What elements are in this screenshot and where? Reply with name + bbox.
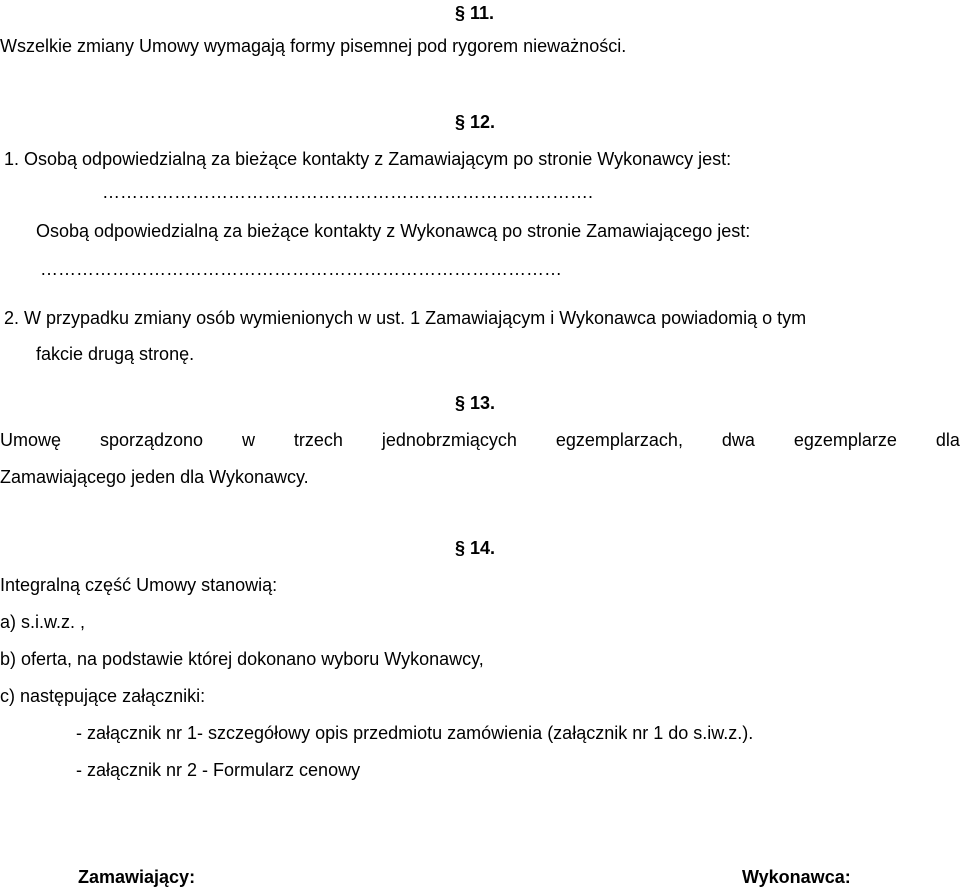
section-13-word: trzech (293, 430, 343, 450)
section-13-word: jednobrzmiących (381, 430, 517, 450)
section-14-item-c: c) następujące załączniki: (0, 686, 206, 706)
section-13-word: egzemplarze (793, 430, 897, 450)
attachment-1: - załącznik nr 1- szczegółowy opis przedmiotu zamówienia (załącznik nr 1 do s.iw.z.). (76, 723, 754, 743)
section-12-heading: § 12. (455, 112, 496, 132)
section-13-word: dwa (721, 430, 755, 450)
section-14-heading: § 14. (455, 538, 496, 558)
section-13-word: sporządzono (99, 430, 204, 450)
signature-wykonawca: Wykonawca: (742, 867, 851, 887)
section-13-word: egzemplarzach, (555, 430, 683, 450)
section-13-word: Umowę (0, 430, 62, 450)
section-13-line-2: Zamawiającego jeden dla Wykonawcy. (0, 467, 309, 487)
section-12-item-2-line-1: 2. W przypadku zmiany osób wymienionych w ust. 1 Zamawiającym i Wykonawca powiadomią o tym (4, 308, 807, 328)
section-14-item-b: b) oferta, na podstawie której dokonano wyboru Wykonawcy, (0, 649, 484, 669)
section-14-item-a: a) s.i.w.z. , (0, 612, 86, 632)
section-13-heading: § 13. (455, 393, 496, 413)
section-13-line-1 (0, 431, 960, 449)
section-12-item-2-line-2: fakcie drugą stronę. (36, 344, 195, 364)
section-14-intro: Integralną część Umowy stanowią: (0, 575, 278, 595)
signature-zamawiajacy: Zamawiający: (78, 867, 196, 887)
section-12-dots-1: ………………………………………………………………………. (102, 182, 594, 202)
section-13-word: w (241, 430, 255, 450)
section-12-dots-2: …………………………………………………………………………… (40, 259, 562, 279)
section-11-text: Wszelkie zmiany Umowy wymagają formy pisemnej pod rygorem nieważności. (0, 36, 627, 56)
section-12-item-1: 1. Osobą odpowiedzialną za bieżące kontakty z Zamawiającym po stronie Wykonawcy jest: (4, 149, 732, 169)
section-11-heading: § 11. (455, 3, 495, 23)
section-12-item-1b: Osobą odpowiedzialną za bieżące kontakty z Wykonawcą po stronie Zamawiającego jest: (36, 221, 751, 241)
attachment-2: - załącznik nr 2 - Formularz cenowy (76, 760, 361, 780)
section-13-word: dla (935, 430, 960, 450)
